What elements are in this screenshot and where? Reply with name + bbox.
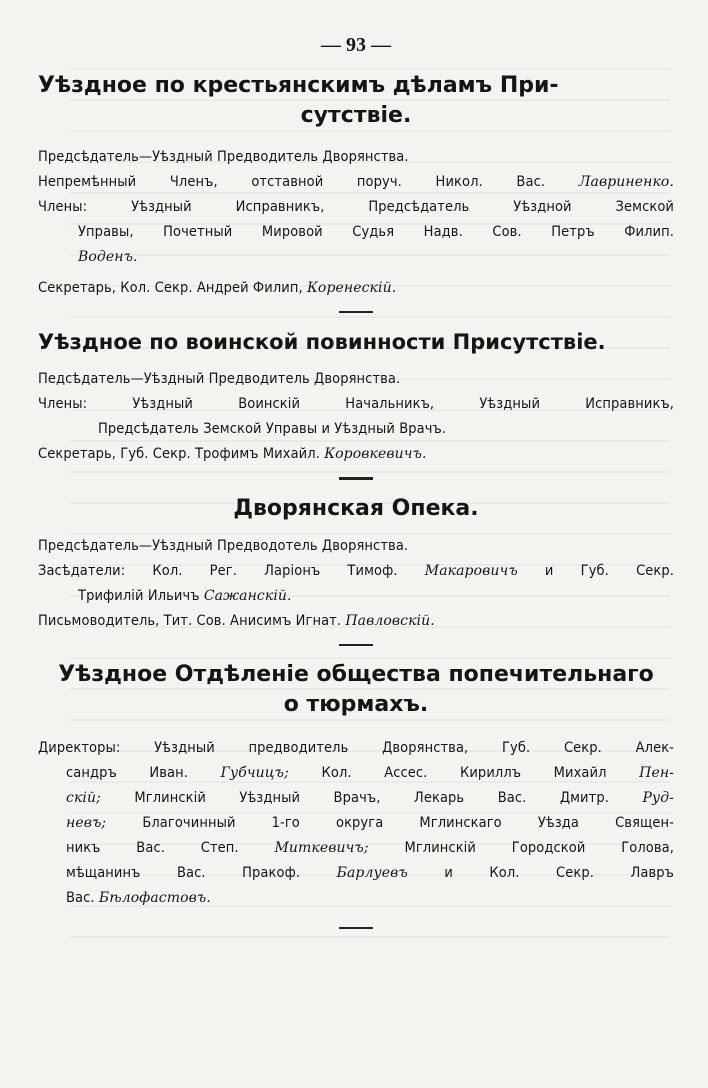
text-span: Мглинскій Городской Голова, bbox=[404, 840, 674, 856]
section-title-line: Уѣздное Отдѣленіе общества попечительнаго bbox=[58, 662, 654, 687]
section-title: Уѣздное по воинской повинности Присутствіе. bbox=[38, 330, 606, 354]
text-span: Письмоводитель, Тит. Сов. Анисимъ Игнат. bbox=[38, 613, 342, 629]
text-span: сандръ Иван. bbox=[66, 765, 189, 781]
section-title-line: сутствіе. bbox=[300, 103, 412, 128]
text-line bbox=[38, 442, 674, 467]
text-line: Управы, Почетный Мировой Судья Надв. Сов. Петръ Филип. bbox=[78, 224, 674, 240]
section-divider bbox=[339, 644, 373, 646]
section-divider bbox=[339, 477, 373, 480]
section-military-service bbox=[38, 327, 674, 480]
page-number: — 93 — bbox=[321, 34, 391, 56]
text-line: Педсѣдатель—Уѣздный Предводитель Дворянства. bbox=[38, 371, 401, 387]
text-line bbox=[38, 886, 674, 911]
text-span: Вас. bbox=[66, 890, 95, 906]
person-name: Лавриненко. bbox=[578, 174, 674, 190]
text-line: Предсѣдатель—Уѣздный Предводотель Дворянства. bbox=[38, 538, 409, 554]
section-title: Дворянская Опека. bbox=[233, 496, 479, 521]
text-line bbox=[38, 609, 674, 634]
person-name: Макаровичъ bbox=[424, 563, 518, 579]
person-name: Миткевичъ; bbox=[274, 840, 369, 856]
text-span: и Губ. Секр. bbox=[544, 563, 675, 579]
text-line bbox=[38, 276, 674, 301]
person-name: Руд- bbox=[642, 790, 674, 806]
section-prison-society bbox=[38, 660, 674, 929]
text-line bbox=[38, 811, 674, 836]
person-name: скій; bbox=[66, 790, 101, 806]
person-name: невъ; bbox=[66, 815, 107, 831]
text-line: Члены: Уѣздный Исправникъ, Предсѣдатель Уѣздной Земской bbox=[38, 199, 674, 215]
text-span: Трифилій Ильичъ bbox=[78, 588, 200, 604]
text-span: мѣщанинъ Вас. Пракоф. bbox=[66, 865, 301, 881]
section-divider bbox=[339, 927, 373, 929]
text-span: Непремѣнный Членъ, отставной поруч. Никол. Вас. bbox=[38, 174, 546, 190]
text-span: и Кол. Секр. Лавръ bbox=[444, 865, 674, 881]
section-title bbox=[38, 71, 674, 131]
section-title bbox=[38, 660, 674, 720]
person-name: Барлуевъ bbox=[336, 865, 408, 881]
person-name: Пен- bbox=[639, 765, 674, 781]
text-line bbox=[38, 786, 674, 811]
text-line bbox=[38, 861, 674, 886]
person-name: Бѣлофастовъ. bbox=[98, 890, 211, 906]
text-span: никъ Вас. Степ. bbox=[66, 840, 239, 856]
text-span: Благочинный 1-го округа Мглинскаго Уѣзда Священ- bbox=[142, 815, 675, 831]
text-line: Предсѣдатель—Уѣздный Предводитель Дворянства. bbox=[38, 149, 409, 165]
text-line: Директоры: Уѣздный предводитель Дворянства, Губ. Секр. Алек- bbox=[38, 740, 674, 756]
text-span: Мглинскій Уѣздный Врачъ, Лекарь Вас. Дмитр. bbox=[134, 790, 609, 806]
person-name: Павловскій. bbox=[345, 613, 435, 629]
person-name: Сажанскій. bbox=[203, 588, 292, 604]
section-title-line: Уѣздное по крестьянскимъ дѣламъ При- bbox=[38, 73, 559, 98]
text-line bbox=[38, 559, 674, 584]
text-line bbox=[38, 245, 674, 270]
person-name: Коровкевичъ. bbox=[324, 446, 427, 462]
text-span: Секретарь, Кол. Секр. Андрей Филип, bbox=[38, 280, 303, 296]
person-name: Коренескій. bbox=[306, 280, 397, 296]
text-span: Кол. Ассес. Кириллъ Михайл bbox=[321, 765, 607, 781]
person-name: Воденъ. bbox=[78, 249, 138, 265]
text-line bbox=[38, 836, 674, 861]
section-noble-guardianship bbox=[38, 494, 674, 646]
section-peasant-affairs bbox=[38, 71, 674, 313]
text-line bbox=[38, 761, 674, 786]
text-span: Засѣдатели: Кол. Рег. Ларіонъ Тимоф. bbox=[38, 563, 398, 579]
section-title-line: о тюрмахъ. bbox=[283, 692, 429, 717]
section-divider bbox=[339, 311, 373, 313]
person-name: Губчицъ; bbox=[220, 765, 289, 781]
text-line bbox=[38, 584, 674, 609]
text-line bbox=[38, 170, 674, 195]
text-line: Члены: Уѣздный Воинскій Начальникъ, Уѣздный Исправникъ, bbox=[38, 396, 674, 412]
text-span: Секретарь, Губ. Секр. Трофимъ Михайл. bbox=[38, 446, 320, 462]
text-line: Предсѣдатель Земской Управы и Уѣздный Врачъ. bbox=[98, 421, 447, 437]
